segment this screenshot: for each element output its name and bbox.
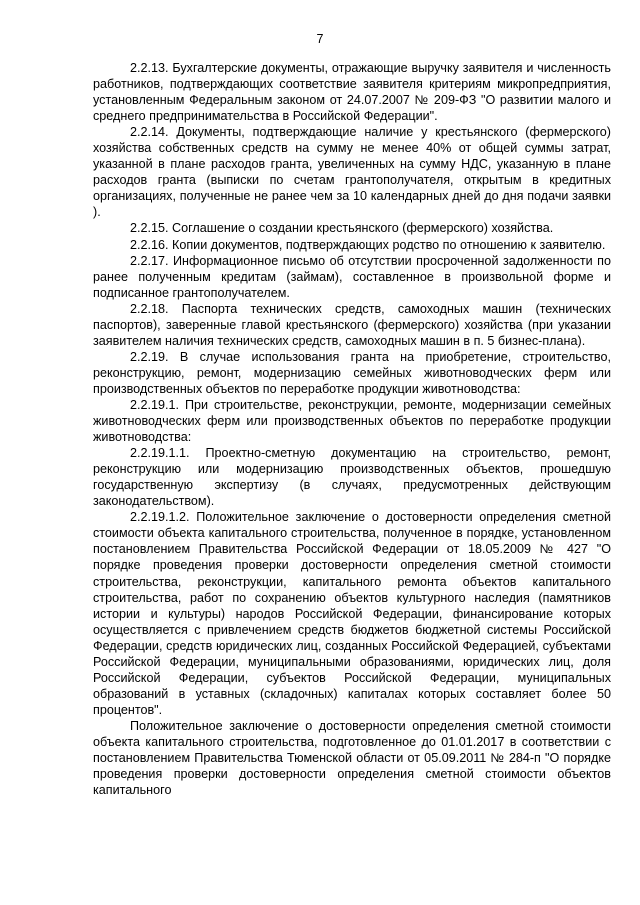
paragraph-2-2-14: 2.2.14. Документы, подтверждающие наличие у крестьянского (фермерского) хозяйства собственных средств на сумму не менее 40% от общей суммы затрат, указанной в плане расходов гранта, увеличенных на сумму НДС, указанную в плане расходов гранта (выписки по счетам грантополучателя, открытым в кредитных организациях, полученные не ранее чем за 10 календарных дней до дня подачи заявки ). — [93, 125, 611, 220]
paragraph-2-2-15: 2.2.15. Соглашение о создании крестьянского (фермерского) хозяйства. — [130, 221, 554, 236]
paragraph-2-2-19: 2.2.19. В случае использования гранта на приобретение, строительство, реконструкцию, ремонт, модернизацию семейных животноводческих ферм или производственных объектов по переработке продукции животноводства: — [93, 349, 611, 396]
paragraph-2-2-17: 2.2.17. Информационное письмо об отсутствии просроченной задолженности по ранее полученным кредитам (займам), составленное в произвольной форме и подписанное грантополучателем. — [93, 253, 611, 300]
paragraph-2-2-18: 2.2.18. Паспорта технических средств, самоходных машин (технических паспортов), заверенные главой крестьянского (фермерского) хозяйства (при указании заявителем наличия технических средств, самоходных машин в п. 5 бизнес-плана). — [93, 301, 611, 348]
paragraph-positive-conclusion: Положительное заключение о достоверности определения сметной стоимости объекта капитального строительства, подготовленное до 01.01.2017 в соответствии с постановлением Правительства Тюменской области от 05.09.2011 № 284-п "О порядке проведения проверки достоверности определения сметной стоимости объектов капитального — [93, 718, 611, 798]
paragraph-2-2-16: 2.2.16. Копии документов, подтверждающих родство по отношению к заявителю. — [130, 237, 606, 252]
paragraph-2-2-19-1-1: 2.2.19.1.1. Проектно-сметную документацию на строительство, ремонт, реконструкцию или модернизацию производственных объектов, прошедшую государственную экспертизу (в случаях, предусмотренных действующим законодательством). — [93, 446, 611, 509]
paragraph-2-2-19-1-2: 2.2.19.1.2. Положительное заключение о достоверности определения сметной стоимости объекта капитального строительства, полученное в порядке, установленном постановлением Правительства Российской Федерации от 18.05.2009 № 427 "О порядке проведения проверки достоверности определения сметной стоимости строительства, реконструкции, капитального ремонта объектов капитального строительства, работ по сохранению объектов культурного наследия (памятников истории и культуры) народов Российской Федерации, финансирование которых осуществляется с привлечением средств бюджетов бюджетной системы Российской Федерации, средств юридических лиц, созданных Российской Федерацией, субъектами Российской Федерации, муниципальными образованиями, юридических лиц, доля Российской Федерации, субъектов Российской Федерации, муниципальных образований в уставных (складочных) капиталах которых составляет более 50 процентов". — [93, 510, 611, 717]
paragraph-2-2-19-1: 2.2.19.1. При строительстве, реконструкции, ремонте, модернизации семейных животноводческих ферм или производственных объектов по переработке продукции животноводства: — [93, 397, 611, 445]
paragraph-2-2-13: 2.2.13. Бухгалтерские документы, отражающие выручку заявителя и численность работников, подтверждающих соответствие заявителя критериям микропредприятия, установленным Федеральным законом от 24.07.2007 № 209-ФЗ "О развитии малого и среднего предпринимательства в Российской Федерации". — [93, 61, 611, 124]
document-body — [93, 60, 611, 798]
page-number: 7 — [316, 32, 324, 46]
